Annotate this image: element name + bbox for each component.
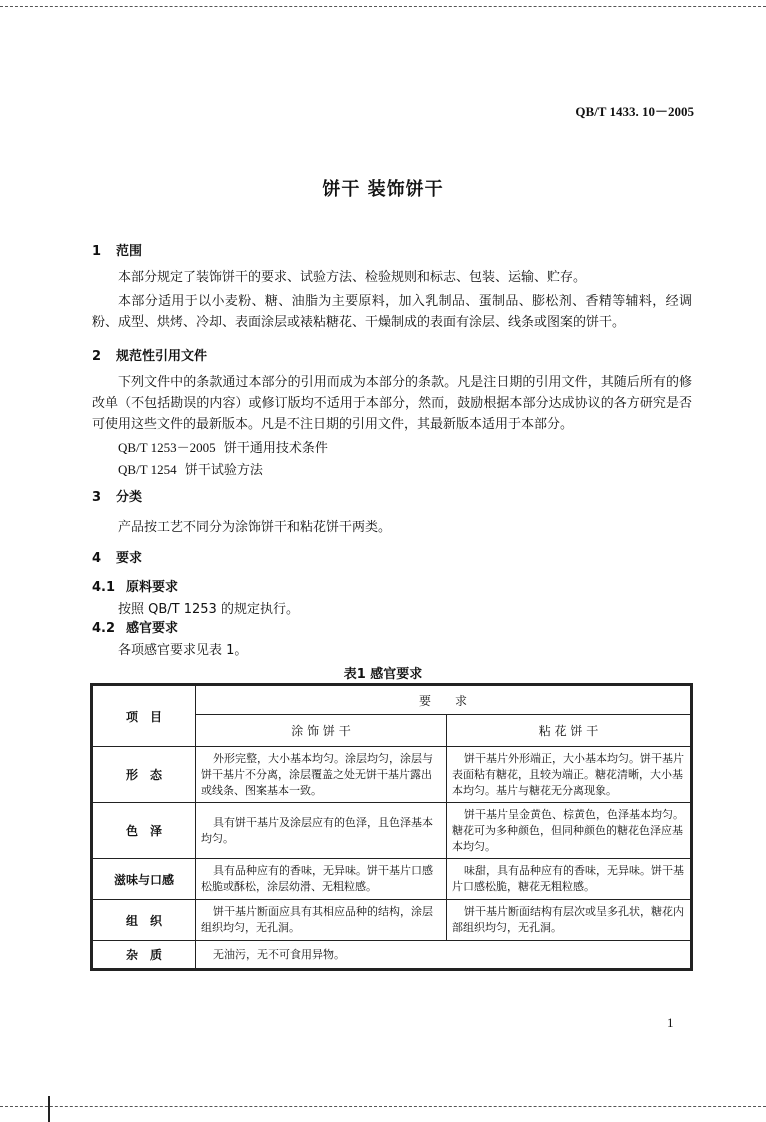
section-4-2-text: 各项感官要求见表 1。	[118, 643, 248, 658]
reference-code: QB/T 1253－2005	[118, 440, 216, 455]
reference-code: QB/T 1254	[118, 462, 177, 477]
reference-1	[118, 437, 328, 456]
row-item: 杂 质	[93, 941, 196, 969]
row-coated-text: 饼干基片断面应具有其相应品种的结构，涂层组织均匀，无孔洞。	[196, 900, 447, 941]
section-number: 2	[92, 349, 102, 364]
top-dashed-rule	[0, 6, 766, 7]
section-2-heading	[92, 345, 207, 364]
section-3-paragraph: 产品按工艺不同分为涂饰饼干和粘花饼干两类。	[118, 520, 392, 535]
page-number: 1	[667, 1015, 674, 1030]
section-title: 原料要求	[126, 580, 179, 595]
section-4-2-heading	[92, 617, 178, 636]
row-item: 色 泽	[93, 803, 196, 859]
section-1-heading	[92, 240, 142, 259]
row-item: 形 态	[93, 747, 196, 803]
section-number: 4	[92, 551, 102, 566]
table-row	[93, 803, 691, 859]
binding-mark	[48, 1096, 50, 1122]
reference-2	[118, 459, 263, 478]
row-item: 滋味与口感	[93, 859, 196, 900]
row-flower-text: 饼干基片断面结构有层次或呈多孔状，糖花内部组织均匀，无孔洞。	[447, 900, 691, 941]
table-row	[93, 859, 691, 900]
standard-code: QB/T 1433. 10－2005	[575, 104, 694, 119]
table-row	[93, 900, 691, 941]
section-3-heading	[92, 486, 142, 505]
row-flower-text: 饼干基片呈金黄色、棕黄色，色泽基本均匀。糖花可为多种颜色，但同种颜色的糖花色泽应基本均匀。	[447, 803, 691, 859]
table-caption: 表1 感官要求	[343, 667, 423, 682]
section-number: 1	[92, 244, 102, 259]
section-number: 4.2	[92, 621, 116, 636]
sensory-requirements-table	[92, 685, 691, 969]
section-title: 要求	[116, 551, 143, 566]
section-4-1-heading	[92, 576, 178, 595]
header-item-cell: 项 目	[93, 686, 196, 747]
header-coated-biscuit: 涂 饰 饼 干	[196, 715, 447, 747]
row-flower-text: 味甜，具有品种应有的香味，无异味。饼干基片口感松脆，糖花无粗粒感。	[447, 859, 691, 900]
row-item: 组 织	[93, 900, 196, 941]
section-title: 范围	[116, 244, 143, 259]
row-flower-text: 饼干基片外形端正，大小基本均匀。饼干基片表面粘有糖花，且较为端正。糖花清晰，大小基本均匀。基片与糖花无分离现象。	[447, 747, 691, 803]
section-4-heading	[92, 547, 142, 566]
header-requirement-cell: 要 求	[196, 686, 691, 715]
bottom-dashed-rule	[0, 1106, 766, 1107]
header-sugar-flower-biscuit: 粘 花 饼 干	[447, 715, 691, 747]
section-4-1-text: 按照 QB/T 1253 的规定执行。	[118, 602, 299, 617]
section-number: 4.1	[92, 580, 116, 595]
reference-name: 饼干试验方法	[184, 463, 263, 478]
section-1-paragraph-1: 本部分规定了装饰饼干的要求、试验方法、检验规则和标志、包装、运输、贮存。	[118, 270, 587, 285]
section-1-paragraph-2: 本部分适用于以小麦粉、糖、油脂为主要原料，加入乳制品、蛋制品、膨松剂、香精等辅料，经调粉、成型、烘烤、冷却、表面涂层或裱粘糖花、干燥制成的表面有涂层、线条或图案的饼干。	[92, 294, 692, 330]
table-row-impurity	[93, 941, 691, 969]
row-coated-text: 具有饼干基片及涂层应有的色泽，且色泽基本均匀。	[196, 803, 447, 859]
row-coated-text: 具有品种应有的香味，无异味。饼干基片口感松脆或酥松，涂层幼滑、无粗粒感。	[196, 859, 447, 900]
impurity-text: 无油污，无不可食用异物。	[196, 941, 691, 969]
section-title: 规范性引用文件	[116, 349, 208, 364]
document-title: 饼干 装饰饼干	[322, 179, 444, 200]
table-row	[93, 747, 691, 803]
reference-name: 饼干通用技术条件	[223, 441, 328, 456]
section-number: 3	[92, 490, 102, 505]
section-title: 感官要求	[126, 621, 179, 636]
table-header-row	[93, 686, 691, 715]
section-title: 分类	[116, 490, 143, 505]
row-coated-text: 外形完整，大小基本均匀。涂层均匀，涂层与饼干基片不分离，涂层覆盖之处无饼干基片露出或线条、图案基本一致。	[196, 747, 447, 803]
section-2-paragraph: 下列文件中的条款通过本部分的引用而成为本部分的条款。凡是注日期的引用文件，其随后所有的修改单（不包括勘误的内容）或修订版均不适用于本部分，然而，鼓励根据本部分达成协议的各方研究是否可使用这些文件的最新版本。凡是不注日期的引用文件，其最新版本适用于本部分。	[92, 375, 692, 432]
